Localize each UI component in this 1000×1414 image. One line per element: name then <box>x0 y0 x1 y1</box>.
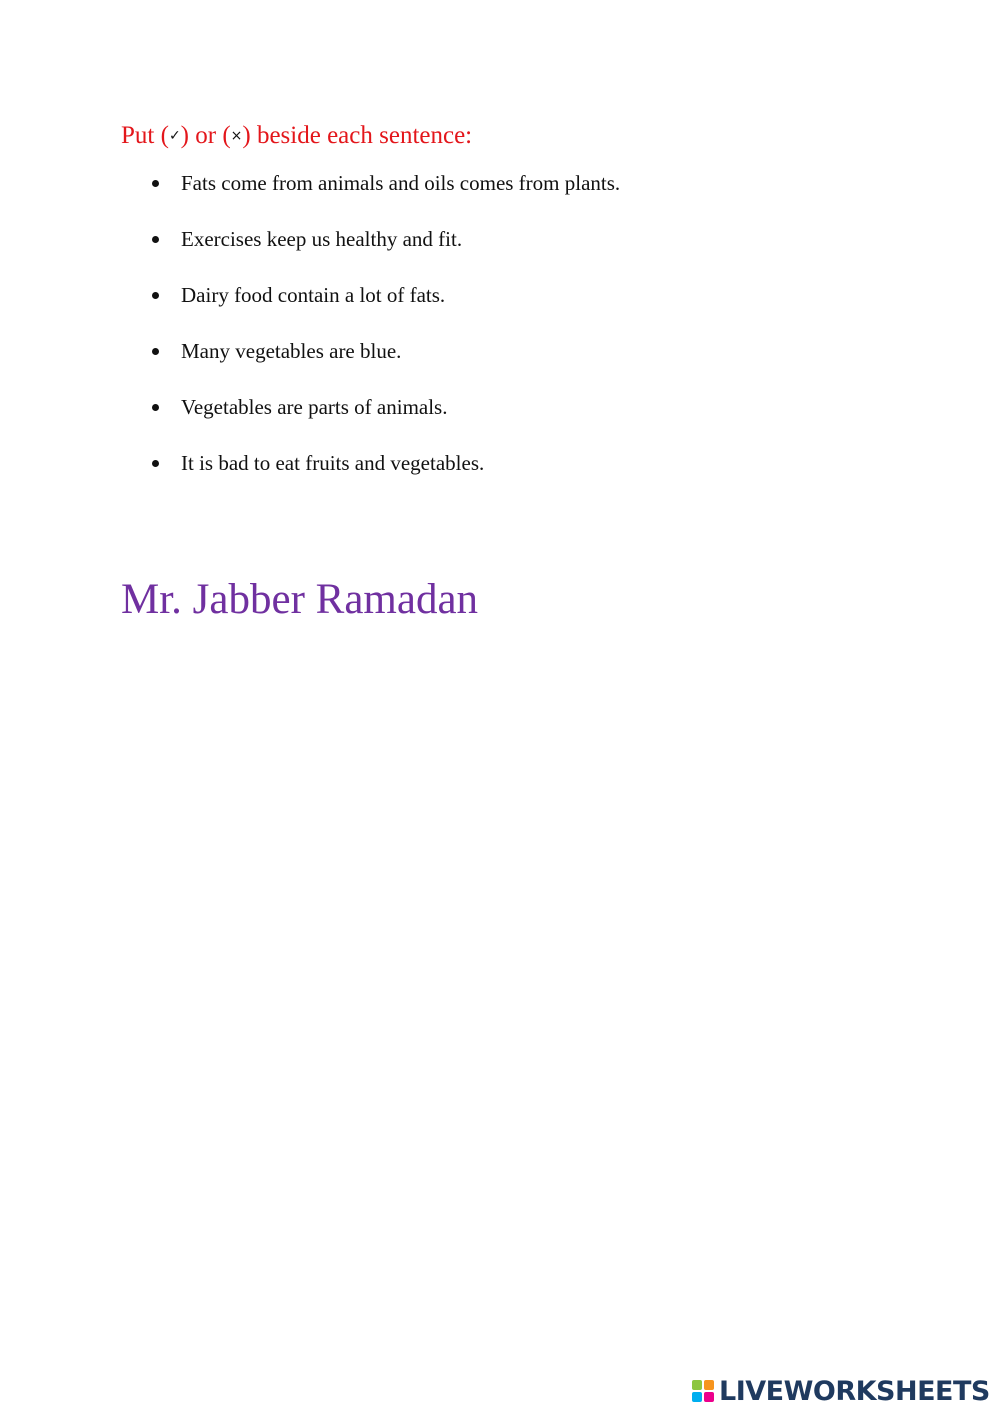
list-item <box>0 224 900 280</box>
instruction-middle: ) or ( <box>180 122 231 149</box>
bullet-icon <box>152 292 159 299</box>
cross-mark-icon: × <box>230 128 243 144</box>
list-item <box>0 168 900 224</box>
sentence-text: Many vegetables are blue. <box>181 339 402 363</box>
author-name: Mr. Jabber Ramadan <box>121 576 479 623</box>
bullet-icon <box>152 404 159 411</box>
bullet-icon <box>152 348 159 355</box>
logo-text: LIVEWORKSHEETS <box>719 1375 990 1407</box>
instruction-suffix: ) beside each sentence: <box>242 122 473 149</box>
sentence-list <box>0 168 900 504</box>
logo-square-green <box>692 1380 702 1390</box>
list-item <box>0 336 900 392</box>
sentence-text: Exercises keep us healthy and fit. <box>181 227 463 251</box>
liveworksheets-logo-icon <box>692 1380 714 1402</box>
sentence-text: It is bad to eat fruits and vegetables. <box>181 451 485 475</box>
logo-square-blue <box>692 1392 702 1402</box>
bullet-icon <box>152 180 159 187</box>
sentence-text: Vegetables are parts of animals. <box>181 395 448 419</box>
sentence-text: Fats come from animals and oils comes from plants. <box>181 171 621 195</box>
list-item <box>0 280 900 336</box>
bullet-icon <box>152 236 159 243</box>
instruction-prefix: Put ( <box>121 122 169 149</box>
list-item <box>0 448 900 504</box>
instruction-heading <box>121 120 472 152</box>
logo-square-orange <box>704 1380 714 1390</box>
check-mark-icon: ✓ <box>168 128 181 144</box>
logo-square-pink <box>704 1392 714 1402</box>
sentence-text: Dairy food contain a lot of fats. <box>181 283 446 307</box>
list-item <box>0 392 900 448</box>
bullet-icon <box>152 460 159 467</box>
liveworksheets-logo <box>692 1374 990 1408</box>
